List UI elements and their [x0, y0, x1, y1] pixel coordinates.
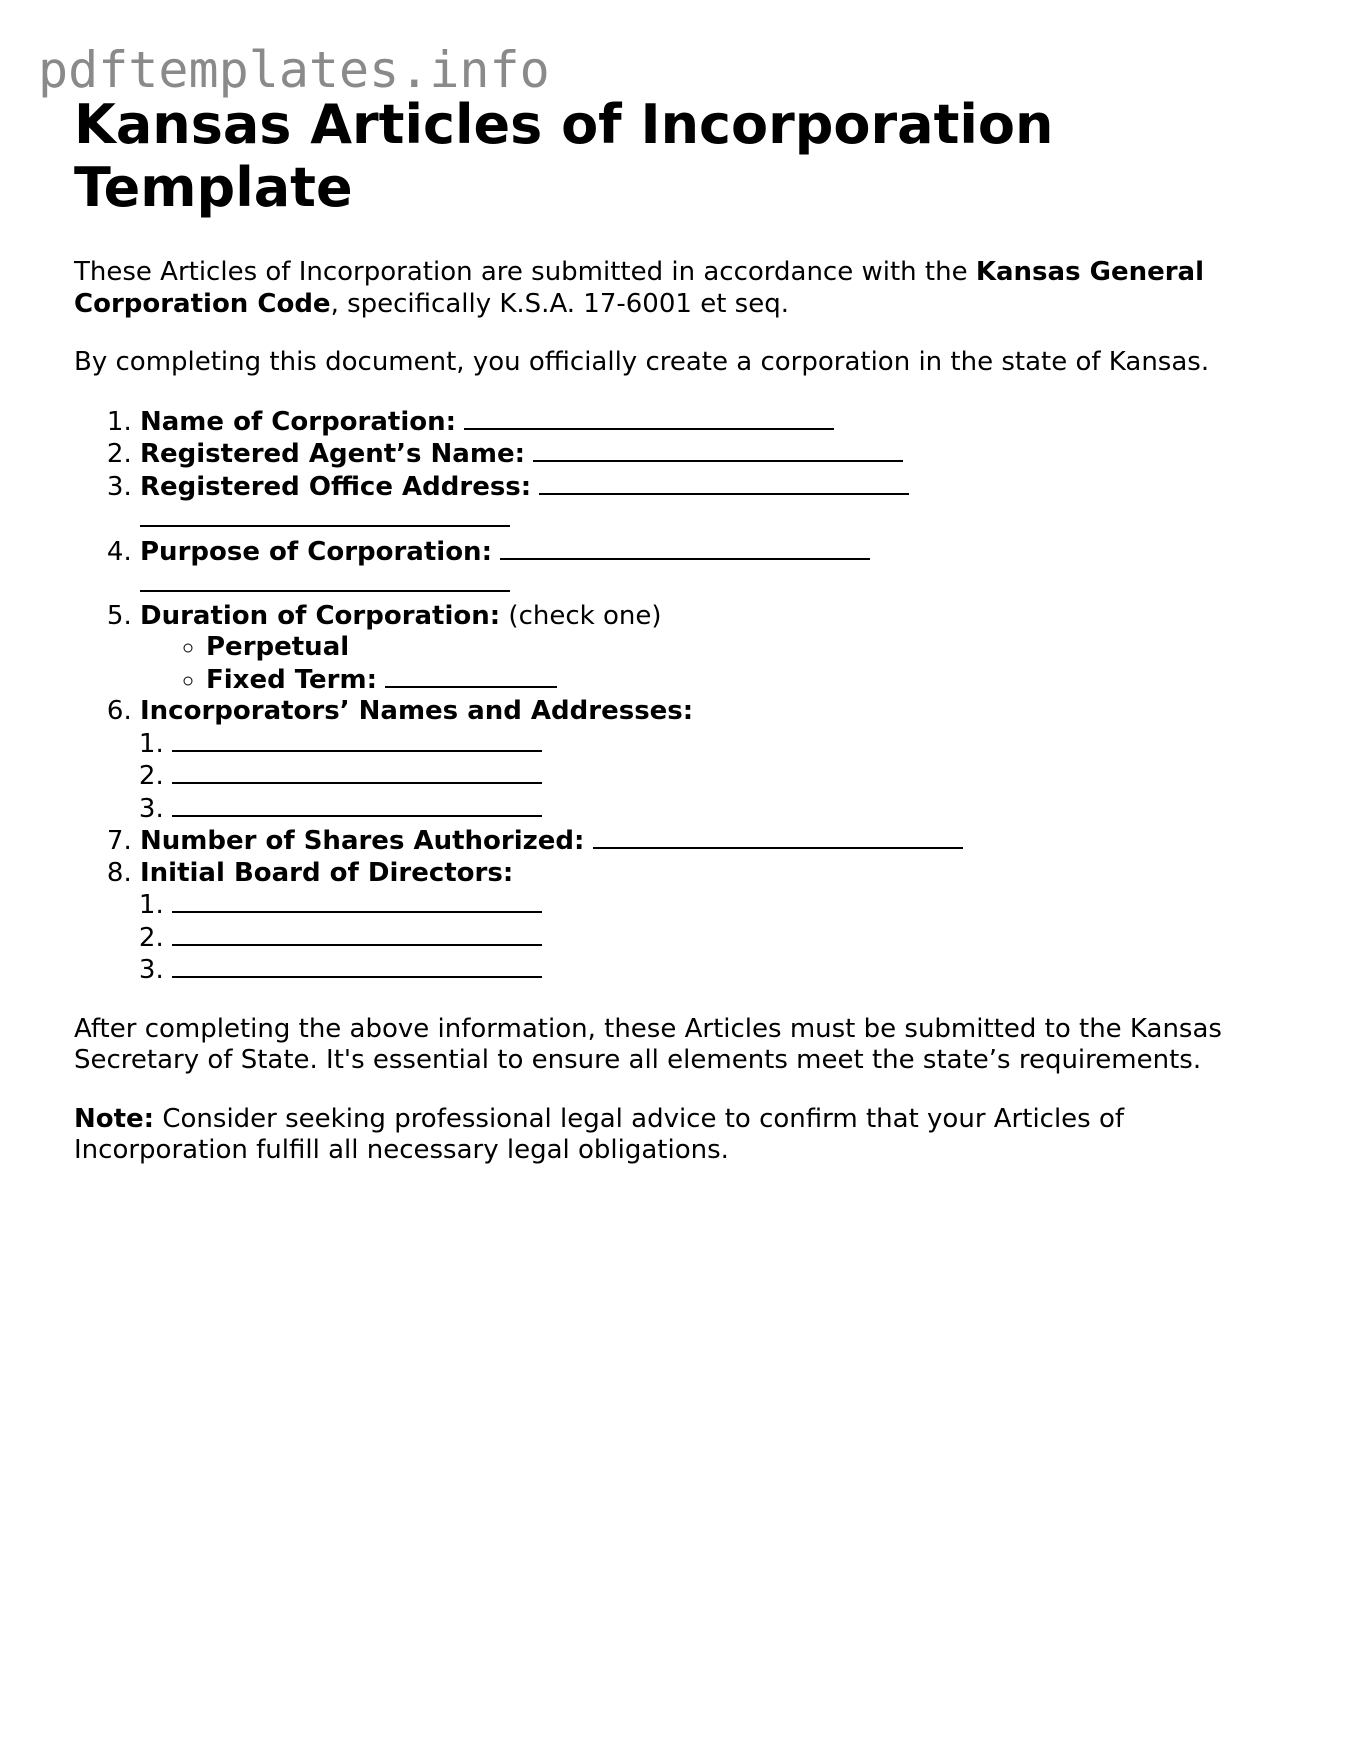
- incorporator-blank[interactable]: [172, 760, 542, 784]
- intro-text-before: These Articles of Incorporation are submitted in accordance with the: [74, 257, 976, 287]
- incorporator-blank[interactable]: [172, 728, 542, 752]
- incorporators-list: [140, 728, 1294, 826]
- list-item-office: [140, 471, 1294, 536]
- directors-list: [140, 889, 1294, 987]
- incorporator-line: [172, 760, 1294, 793]
- intro-bold-code: Kansas General Corporation Code: [74, 257, 1205, 319]
- director-blank[interactable]: [172, 922, 542, 946]
- purpose-label: Purpose of Corporation:: [140, 536, 492, 567]
- note-label: Note:: [74, 1103, 155, 1134]
- name-label: Name of Corporation:: [140, 406, 457, 437]
- incorporator-line: [172, 728, 1294, 761]
- director-blank[interactable]: [172, 889, 542, 913]
- agent-blank[interactable]: [533, 438, 903, 462]
- shares-label: Number of Shares Authorized:: [140, 826, 585, 856]
- incorporator-line: [172, 793, 1294, 826]
- director-line: [172, 922, 1294, 955]
- incorporators-label: Incorporators’ Names and Addresses:: [140, 696, 694, 726]
- creation-paragraph: By completing this document, you officially create a corporation in the state of Kansas.: [74, 347, 1210, 377]
- watermark: pdftemplates.info: [38, 41, 550, 99]
- document-page: [74, 93, 1294, 1167]
- page-title: Kansas Articles of Incorporation Template: [74, 93, 1054, 219]
- duration-options: [140, 632, 1294, 696]
- shares-blank[interactable]: [593, 825, 963, 849]
- list-item-shares: [140, 825, 1294, 858]
- list-item-incorporators: [140, 696, 1294, 825]
- fixed-term-blank[interactable]: [385, 664, 557, 688]
- board-label: Initial Board of Directors:: [140, 857, 514, 888]
- intro-paragraph: [74, 257, 1294, 320]
- note-paragraph: [74, 1104, 1294, 1167]
- list-item-duration: [140, 601, 1294, 697]
- option-perpetual[interactable]: [206, 632, 1294, 664]
- director-blank[interactable]: [172, 954, 542, 978]
- office-blank-continued[interactable]: [140, 503, 510, 527]
- submission-paragraph: After completing the above information, these Articles must be submitted to the Kansas Secretary of State. It's essential to ensure all elements meet the state’s requirements.: [74, 1013, 1222, 1075]
- list-item-agent: [140, 438, 1294, 471]
- intro-text-after: , specifically K.S.A. 17-6001 et seq.: [330, 288, 789, 319]
- office-label: Registered Office Address:: [140, 471, 532, 502]
- perpetual-label: Perpetual: [206, 632, 350, 662]
- duration-label: Duration of Corporation:: [140, 600, 501, 631]
- duration-note: (check one): [500, 600, 662, 631]
- director-line: [172, 954, 1294, 987]
- purpose-blank-continued[interactable]: [140, 568, 510, 592]
- purpose-blank[interactable]: [500, 536, 870, 560]
- office-blank[interactable]: [539, 471, 909, 495]
- director-line: [172, 889, 1294, 922]
- agent-label: Registered Agent’s Name:: [140, 439, 525, 469]
- list-item-board: [140, 858, 1294, 987]
- name-blank[interactable]: [464, 406, 834, 430]
- form-fields-list: [74, 406, 1294, 987]
- list-item-name: [140, 406, 1294, 439]
- list-item-purpose: [140, 536, 1294, 601]
- fixed-term-label: Fixed Term:: [206, 664, 377, 695]
- option-fixed-term[interactable]: [206, 664, 1294, 697]
- note-text: Consider seeking professional legal advice to confirm that your Articles of Incorporation fulfill all necessary legal obligations.: [74, 1103, 1125, 1165]
- incorporator-blank[interactable]: [172, 793, 542, 817]
